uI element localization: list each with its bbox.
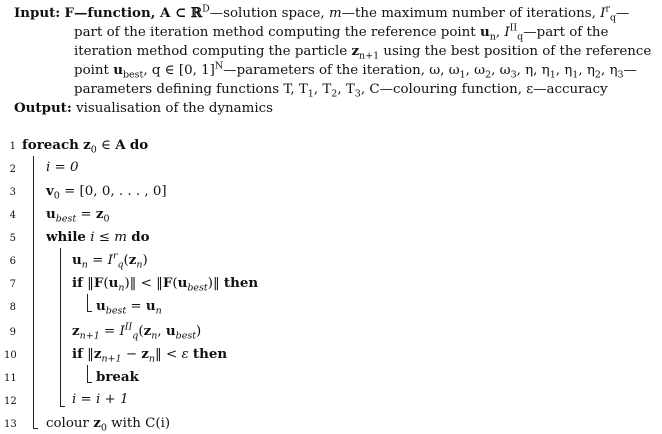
if-block-bar	[87, 294, 88, 311]
if-block-end	[87, 311, 92, 312]
algo-line-break: break	[96, 369, 139, 385]
algo-line-init-i: i = 0	[46, 160, 79, 175]
input-text: F—function, A ⊂ ℝ$^D$—solution space, m—the maximum number of iterations, $I^r_q—part$ of the iteration method computing the reference point $u_n$, $I^{II}_q—part$ of the iteration method computing the particle $z_{n+1}$ using the best position of the reference point $u_{best}$, q ∈ [0, 1]$^N$—parameters of the iteration, ω, $\omega_1$, $\omega_2$, $\omega_3$, η, $\eta_1$, $\eta_1$, $\eta_2$, $\eta_3—parameters$ defining functions T, $T_1$, $T_2$, $T_3$, C—colouring function, ε—accuracy	[64, 3, 652, 100]
algo-line-compute-un: $u_n = I^r_q(z_n)$	[72, 250, 148, 271]
algo-line-init-ubest: $u_{best} = z_0$	[46, 206, 110, 225]
output-label: Output:	[14, 100, 72, 116]
algo-line-init-v: $v_0 = [0$, 0, . . . , 0]	[46, 183, 167, 202]
foreach-block-bar	[33, 156, 34, 428]
line-number: 8	[9, 302, 16, 313]
algo-line-colour: colour $z_0$ with C(i)	[46, 415, 171, 434]
line-number: 5	[9, 233, 16, 244]
line-number: 1	[9, 141, 16, 152]
line-number: 3	[9, 187, 16, 198]
while-block-bar	[60, 248, 61, 406]
line-number: 11	[4, 373, 17, 384]
input-label: Input:	[14, 5, 61, 21]
line-number: 12	[4, 396, 17, 407]
foreach-block-end	[33, 428, 38, 429]
if-block-end	[87, 382, 92, 383]
output-text: visualisation of the dynamics	[76, 101, 273, 116]
line-number: 6	[9, 256, 16, 267]
if-block-bar	[87, 365, 88, 382]
algo-line-if-compare: if $‖F(u_n)‖$ < $‖F(u_{best})‖$ then	[72, 275, 259, 294]
algo-line-foreach: foreach $z_0$ ∈ A do	[22, 137, 149, 156]
line-number: 4	[9, 210, 16, 221]
algo-line-if-accuracy: if $‖z_{n+1}$ − $z_n‖ < \varepsilon$ then	[72, 346, 228, 365]
line-number: 13	[4, 419, 17, 430]
algo-line-compute-z: $z_{n+1} = I^{II}_q(z_n$, $u_{best}$)	[72, 321, 202, 342]
line-number: 2	[9, 164, 16, 175]
while-block-end	[60, 406, 65, 407]
line-number: 7	[9, 279, 16, 290]
line-number: 9	[9, 327, 16, 338]
algo-line-increment: i = i + 1	[72, 392, 129, 407]
algo-line-update-ubest: $u_{best} = u_n$	[96, 298, 162, 317]
line-number: 10	[4, 350, 17, 361]
algo-line-while: while i ≤ m do	[46, 229, 150, 245]
